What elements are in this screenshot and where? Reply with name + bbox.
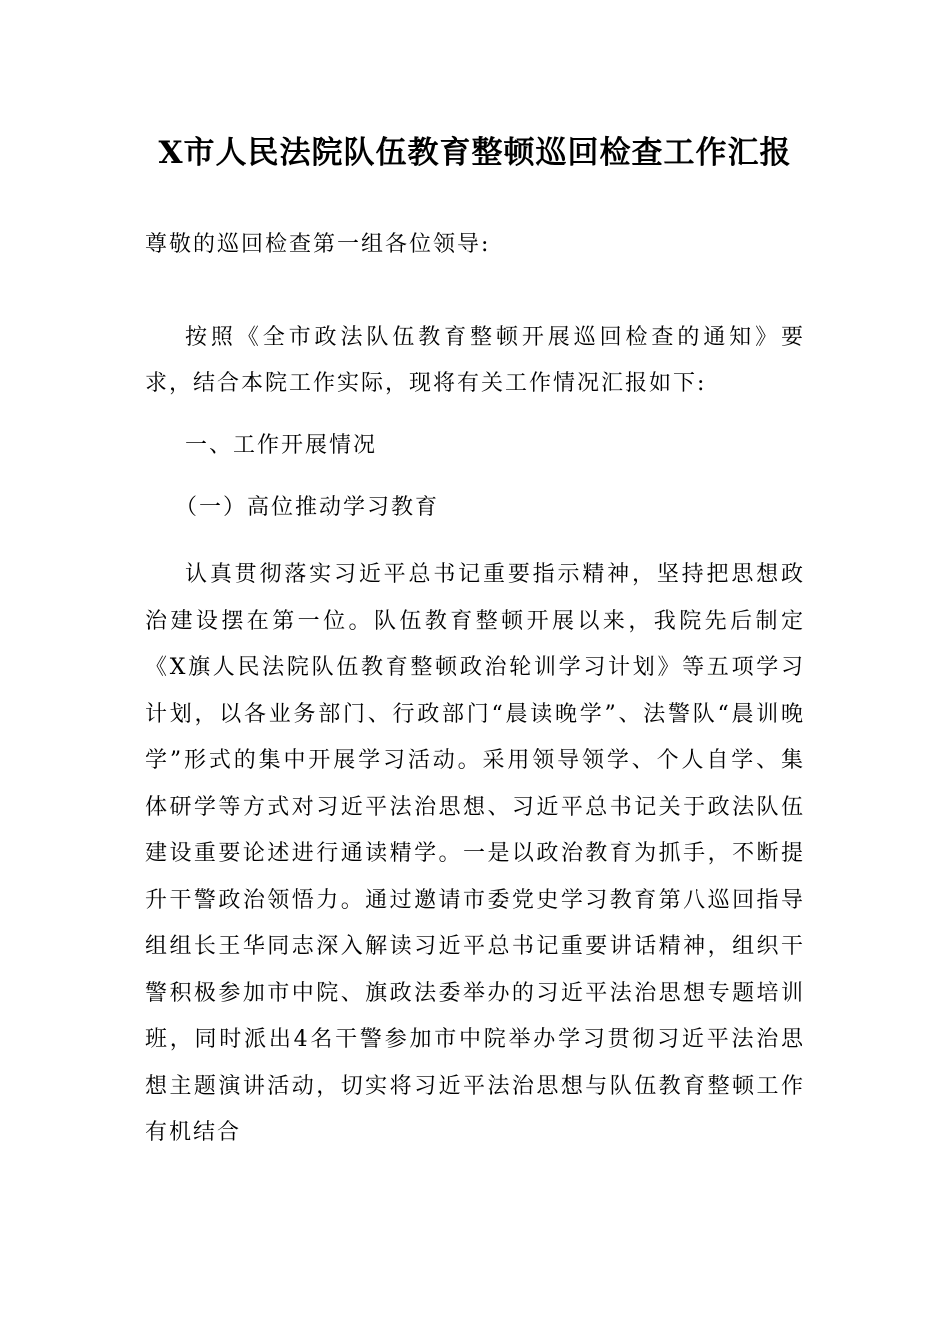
intro-paragraph: 按照《全市政法队伍教育整顿开展巡回检查的通知》要求，结合本院工作实际，现将有关工作情况汇报如下: (145, 325, 805, 396)
section-heading: 一、工作开展情况 (185, 433, 378, 458)
subsection-heading: （一）高位推动学习教育 (175, 495, 440, 520)
body-paragraph: 认真贯彻落实习近平总书记重要指示精神，坚持把思想政治建设摆在第一位。队伍教育整顿开展以来，我院先后制定《X旗人民法院队伍教育整顿政治轮训学习计划》等五项学习计划，以各业务部门、行政部门“晨读晚学”、法警队“晨训晚学”形式的集中开展学习活动。采用领导领学、个人自学、集体研学等方式对习近平法治思想、习近平总书记关于政法队伍建设重要论述进行通读精学。一是以政治教育为抓手，不断提升干警政治领悟力。通过邀请市委党史学习教育第八巡回指导组组长王华同志深入解读习近平总书记重要讲话精神，组织干警积极参加市中院、旗政法委举办的习近平法治思想专题培训班，同时派出4名干警参加市中院举办学习贯彻习近平法治思想主题演讲活动，切实将习近平法治思想与队伍教育整顿工作有机结合 (145, 562, 805, 1145)
document-title: X市人民法院队伍教育整顿巡回检查工作汇报 (158, 135, 792, 171)
salutation: 尊敬的巡回检查第一组各位领导: (145, 232, 491, 257)
